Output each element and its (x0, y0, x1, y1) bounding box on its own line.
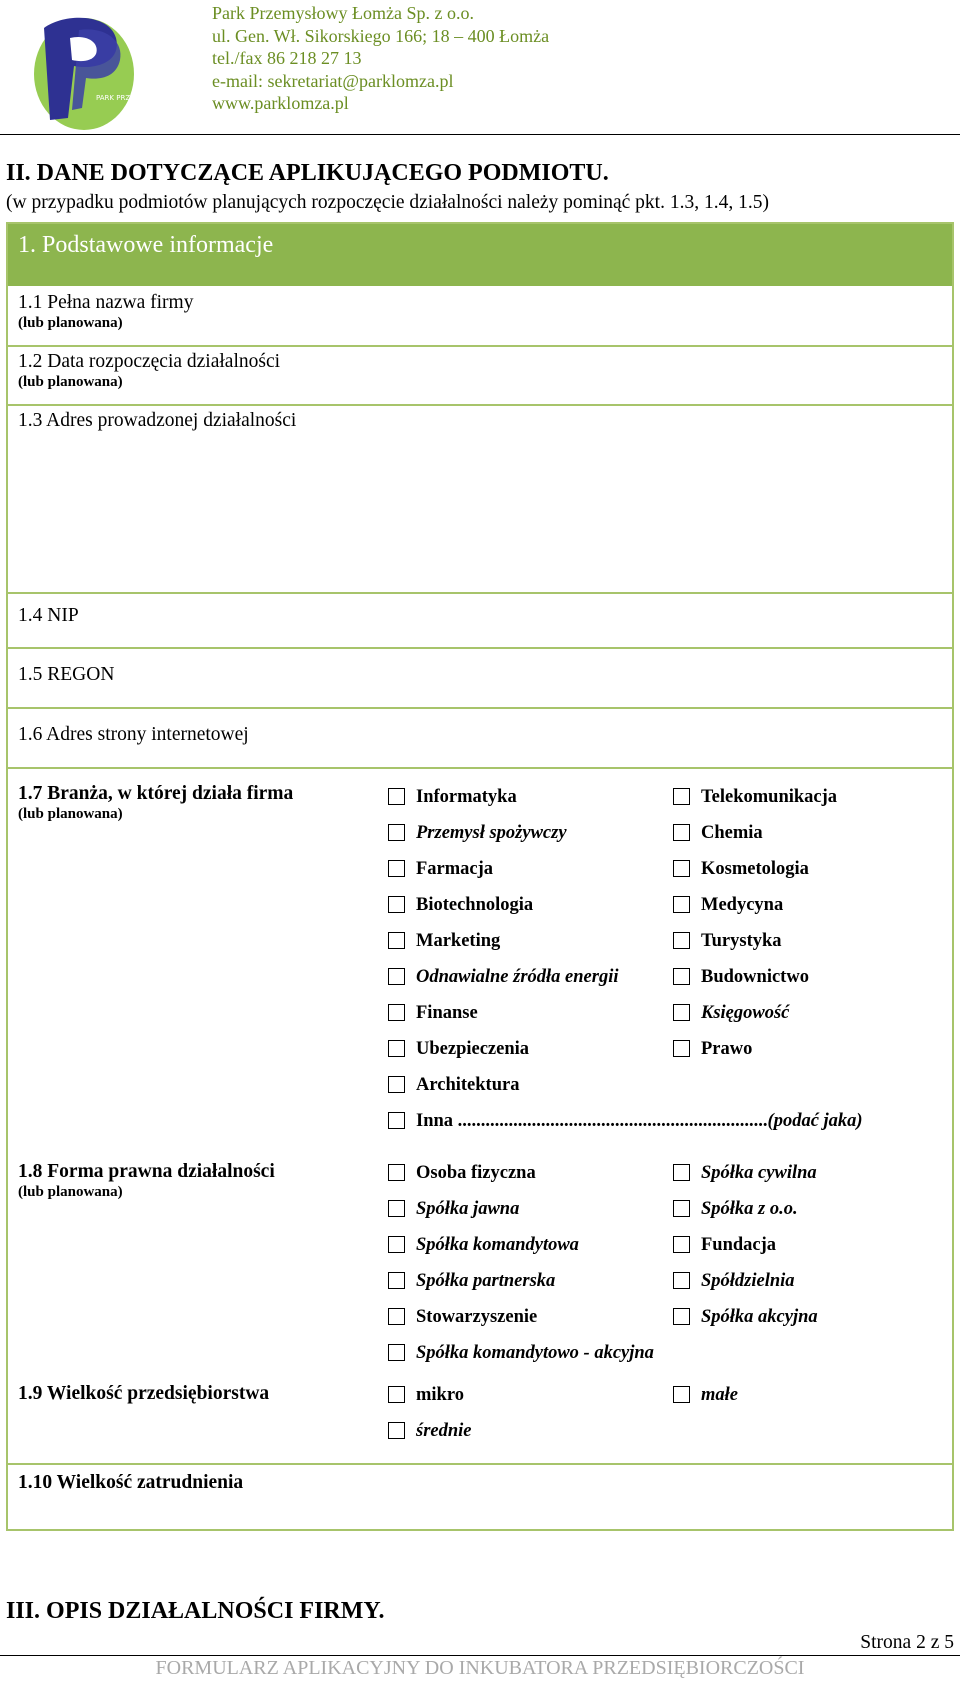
checkbox[interactable] (673, 860, 690, 877)
row-divider (8, 592, 952, 594)
field-industry-label: 1.7 Branża, w której działa firma (18, 783, 294, 804)
checkbox[interactable] (388, 968, 405, 985)
field-legal-form-label: 1.8 Forma prawna działalności (18, 1161, 275, 1182)
checkbox[interactable] (673, 896, 690, 913)
row-divider (8, 1463, 952, 1465)
checkbox[interactable] (388, 1236, 405, 1253)
field-industry-note: (lub planowana) (18, 806, 123, 822)
checkbox[interactable] (673, 1386, 690, 1403)
other-industry-fill[interactable]: ................................................................... (457, 1111, 768, 1131)
checkbox[interactable] (388, 1004, 405, 1021)
row-divider (8, 345, 952, 347)
checkbox[interactable] (388, 1308, 405, 1325)
checkbox[interactable] (673, 1308, 690, 1325)
company-address: ul. Gen. Wł. Sikorskiego 166; 18 – 400 Łomża (212, 25, 550, 46)
checkbox[interactable] (673, 1164, 690, 1181)
company-info (212, 2, 912, 115)
checkbox[interactable] (673, 788, 690, 805)
company-phone: tel./fax 86 218 27 13 (212, 48, 362, 68)
checkbox[interactable] (388, 788, 405, 805)
checkbox[interactable] (388, 896, 405, 913)
section-2-note: (w przypadku podmiotów planujących rozpoczęcie działalności należy pominąć pkt. 1.3, 1.4, 1.5) (6, 192, 769, 213)
svg-text:PARK PRZEMYSŁOWY ŁOMŻA: PARK PRZEMYSŁOWY ŁOMŻA (96, 94, 198, 102)
form-header-title: 1. Podstawowe informacje (18, 232, 274, 258)
row-divider (8, 404, 952, 406)
field-full-name-label: 1.1 Pełna nazwa firmy (18, 292, 194, 313)
field-nip-label: 1.4 NIP (18, 605, 79, 626)
checkbox[interactable] (388, 860, 405, 877)
section-3-title: III. OPIS DZIAŁALNOŚCI FIRMY. (6, 1598, 385, 1624)
field-website-label: 1.6 Adres strony internetowej (18, 724, 249, 745)
checkbox[interactable] (673, 1272, 690, 1289)
checkbox[interactable] (673, 932, 690, 949)
checkbox[interactable] (673, 1040, 690, 1057)
field-employment-label: 1.10 Wielkość zatrudnienia (18, 1472, 244, 1493)
checkbox[interactable] (388, 1164, 405, 1181)
other-industry-hint: (podać jaka) (767, 1111, 863, 1131)
company-email[interactable]: e-mail: sekretariat@parklomza.pl (212, 70, 454, 91)
checkbox[interactable] (388, 1112, 405, 1129)
checkbox[interactable] (388, 824, 405, 841)
checkbox[interactable] (673, 968, 690, 985)
checkbox[interactable] (388, 1344, 405, 1361)
checkbox[interactable] (388, 932, 405, 949)
field-start-date-label: 1.2 Data rozpoczęcia działalności (18, 351, 281, 372)
company-logo (24, 8, 198, 133)
checkbox[interactable] (673, 1004, 690, 1021)
section-2-title: II. DANE DOTYCZĄCE APLIKUJĄCEGO PODMIOTU. (6, 160, 609, 186)
checkbox[interactable] (673, 1236, 690, 1253)
checkbox[interactable] (388, 1422, 405, 1439)
field-company-size-label: 1.9 Wielkość przedsiębiorstwa (18, 1383, 270, 1404)
row-divider (8, 767, 952, 769)
checkbox[interactable] (388, 1272, 405, 1289)
row-divider (8, 707, 952, 709)
checkbox[interactable] (673, 824, 690, 841)
page-number: Strona 2 z 5 (860, 1632, 954, 1653)
header-divider (0, 134, 960, 135)
footer-divider (0, 1655, 960, 1656)
field-address-label: 1.3 Adres prowadzonej działalności (18, 410, 297, 431)
checkbox[interactable] (388, 1076, 405, 1093)
footer-title: FORMULARZ APLIKACYJNY DO INKUBATORA PRZEDSIĘBIORCZOŚCI (155, 1657, 805, 1679)
field-legal-form-note: (lub planowana) (18, 1184, 123, 1200)
basic-info-form: 1. Podstawowe informacje 1.1 Pełna nazwa firmy (lub planowana) 1.2 Data rozpoczęcia działalności (lub planowana) 1.3 Adres prowadzonej działalności 1.4 NIP 1.5 REGON 1.6 Adres strony internetowej 1.7 Branża, w której działa firma (lub planowana) Informatyka Telekomunikacja Przemysł spożywczy Chemia Farmacja Kosmetologia Biotechnologia Medycyna Marketing Turystyka Odnawialne źródła energii Budownictwo Finanse Księgowość Ubezpieczenia Prawo Architektura Inna ...................................................................(podać jaka) 1.8 Forma prawna działalności (lub planowana) Osoba fizyczna Spółka cywilna Spółka jawna Spółka z o.o. Spółka komandytowa Fundacja Spółka partnerska Spółdzielnia Stowarzyszenie Spółka akcyjna Spółka komandytowo - akcyjna 1.9 Wielkość przedsiębiorstwa mikro małe średnie 1.10 Wielkość zatrudnienia (6, 222, 954, 1531)
row-divider (8, 647, 952, 649)
field-regon-label: 1.5 REGON (18, 664, 115, 685)
checkbox[interactable] (388, 1200, 405, 1217)
form-header (8, 224, 952, 286)
checkbox[interactable] (388, 1386, 405, 1403)
company-website[interactable]: www.parklomza.pl (212, 93, 349, 113)
checkbox[interactable] (673, 1200, 690, 1217)
field-full-name-note: (lub planowana) (18, 315, 123, 331)
field-start-date-note: (lub planowana) (18, 374, 123, 390)
checkbox[interactable] (388, 1040, 405, 1057)
company-name: Park Przemysłowy Łomża Sp. z o.o. (212, 3, 474, 23)
